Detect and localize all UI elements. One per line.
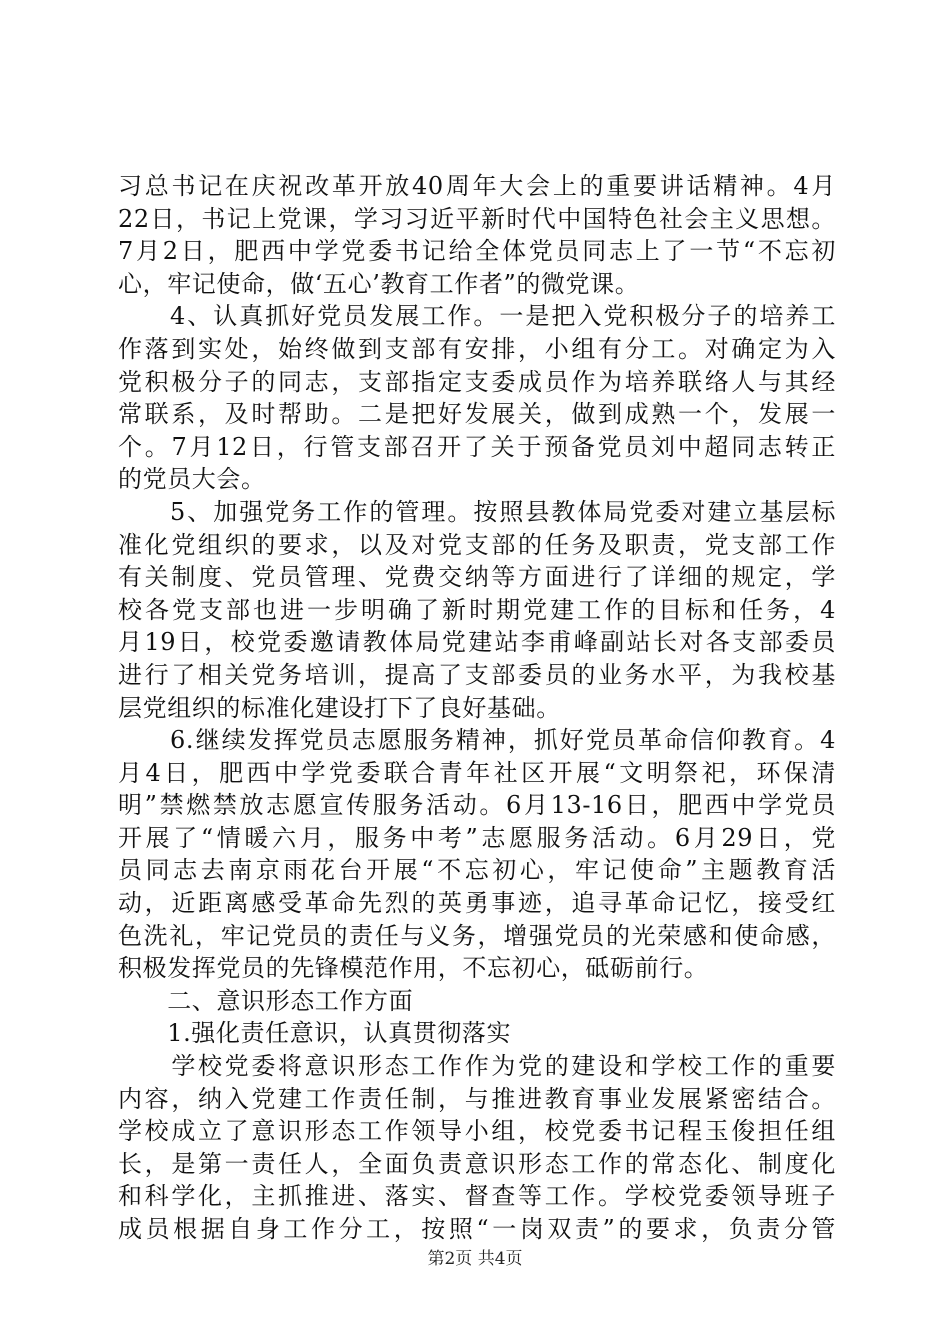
text-line: 校各党支部也进一步明确了新时期党建工作的目标和任务，4 (118, 595, 836, 624)
text-line: 5、加强党务工作的管理。按照县教体局党委对建立基层标 (118, 497, 836, 526)
text-line: 成员根据自身工作分工，按照“一岗双责”的要求，负责分管 (118, 1215, 836, 1243)
text-line: 学校成立了意识形态工作领导小组，校党委书记程玉俊担任组 (118, 1117, 836, 1146)
text-line: 有关制度、党员管理、党费交纳等方面进行了详细的规定，学 (118, 563, 836, 592)
text-line: 党积极分子的同志，支部指定支委成员作为培养联络人与其经 (118, 367, 836, 396)
text-line: 开展了“情暖六月，服务中考”志愿服务活动。6月29日，党 (118, 823, 836, 852)
text-line: 个。7月12日，行管支部召开了关于预备党员刘中超同志转正 (118, 432, 836, 461)
text-line: 心，牢记使命，做‘五心’教育工作者”的微党课。 (118, 269, 640, 298)
text-line: 4、认真抓好党员发展工作。一是把入党积极分子的培养工 (118, 302, 836, 331)
section-heading: 二、意识形态工作方面 (118, 986, 414, 1015)
text-line: 学校党委将意识形态工作作为党的建设和学校工作的重要 (118, 1052, 836, 1081)
text-line: 月4日，肥西中学党委联合青年社区开展“文明祭祀，环保清 (118, 758, 836, 787)
text-line: 动，近距离感受革命先烈的英勇事迹，追寻革命记忆，接受红 (118, 889, 836, 918)
text-line: 6.继续发挥党员志愿服务精神，抓好党员革命信仰教育。4 (118, 726, 836, 755)
text-line: 长，是第一责任人，全面负责意识形态工作的常态化、制度化 (118, 1149, 836, 1178)
text-line: 作落到实处，始终做到支部有安排，小组有分工。对确定为入 (118, 334, 836, 363)
subsection-heading: 1.强化责任意识，认真贯彻落实 (118, 1019, 512, 1048)
document-body (118, 170, 836, 1246)
text-line: 7月2日，肥西中学党委书记给全体党员同志上了一节“不忘初 (118, 237, 836, 266)
text-line: 员同志去南京雨花台开展“不忘初心，牢记使命”主题教育活 (118, 856, 836, 885)
text-line: 准化党组织的要求，以及对党支部的任务及职责，党支部工作 (118, 530, 836, 559)
text-line: 进行了相关党务培训，提高了支部委员的业务水平，为我校基 (118, 660, 836, 689)
text-line: 的党员大会。 (118, 465, 266, 494)
text-line: 常联系，及时帮助。二是把好发展关，做到成熟一个，发展一 (118, 400, 836, 429)
text-line: 明”禁燃禁放志愿宣传服务活动。6月13-16日，肥西中学党员 (118, 791, 836, 820)
text-line: 和科学化，主抓推进、落实、督查等工作。学校党委领导班子 (118, 1182, 836, 1211)
text-line: 22日，书记上党课，学习习近平新时代中国特色社会主义思想。 (118, 204, 836, 233)
text-line: 习总书记在庆祝改革开放40周年大会上的重要讲话精神。4月 (118, 172, 836, 200)
text-line: 月19日，校党委邀请教体局党建站李甫峰副站长对各支部委员 (118, 628, 836, 657)
text-line: 内容，纳入党建工作责任制，与推进教育事业发展紧密结合。 (118, 1084, 836, 1113)
text-line: 积极发挥党员的先锋模范作用，不忘初心，砥砺前行。 (118, 954, 709, 983)
page-number-footer: 第2页 共4页 (427, 1249, 523, 1269)
text-line: 层党组织的标准化建设打下了良好基础。 (118, 693, 561, 722)
text-line: 色洗礼，牢记党员的责任与义务，增强党员的光荣感和使命感， (118, 921, 836, 950)
